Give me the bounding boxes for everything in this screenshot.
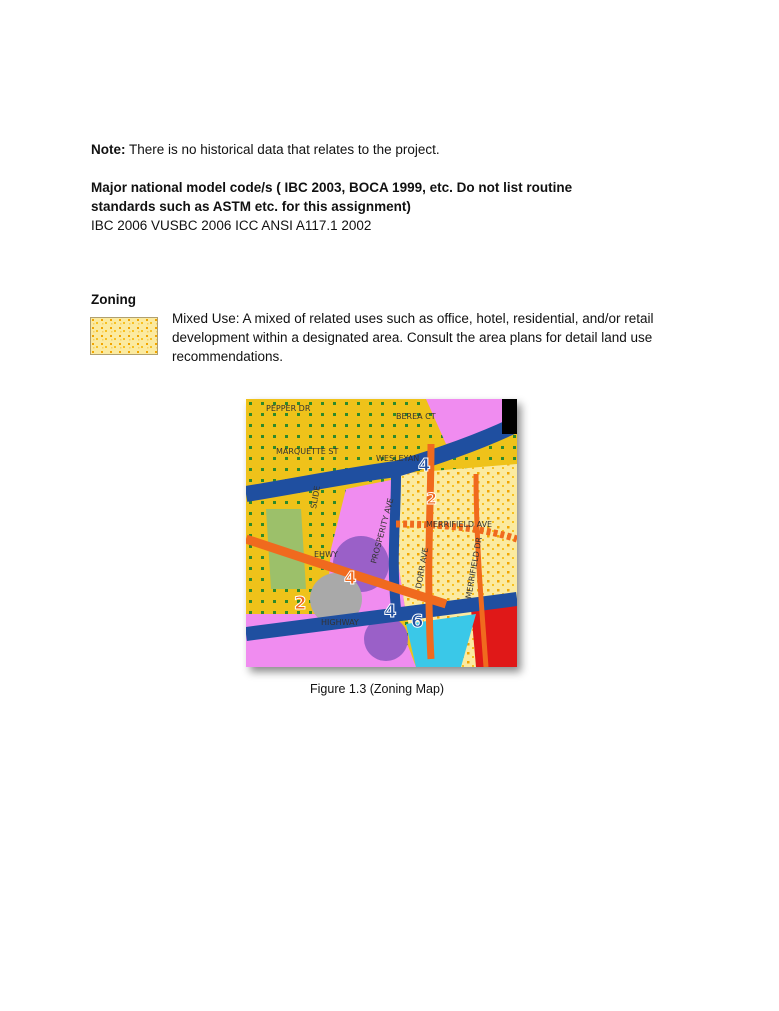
street-label: SLIDE [309,485,322,510]
zoning-map [246,399,517,667]
street-label: MERRIFIELD AVE [426,520,493,529]
map-north-marker [502,399,517,434]
codes-value: IBC 2006 VUSBC 2006 ICC ANSI A117.1 2002 [91,218,372,233]
codes-heading-line2: standards such as ASTM etc. for this assignment) [91,199,411,214]
street-label: HIGHWAY [321,618,359,627]
zoning-map-graphic [246,399,517,667]
route-number: 4 [384,601,397,622]
route-number: 6 [411,611,424,632]
street-label: WESLEYAN [376,454,420,463]
street-label: BEREA CT [396,412,436,421]
note-text: There is no historical data that relates to the project. [125,142,440,157]
route-number: 4 [418,455,431,476]
zoning-heading: Zoning [91,292,136,307]
route-number: 4 [344,568,357,589]
street-label: PEPPER DR [266,404,311,413]
codes-heading-line1: Major national model code/s ( IBC 2003, BOCA 1999, etc. Do not list routine [91,180,573,195]
figure-caption: Figure 1.3 (Zoning Map) [310,682,445,696]
street-label: MARQUETTE ST [276,447,339,456]
mixed-use-legend-swatch [90,317,158,355]
route-number: 2 [294,593,307,614]
zoning-description: Mixed Use: A mixed of related uses such as office, hotel, residential, and/or retail development within a designated area. Consult the area plans for detail land use recommendations. [172,311,654,364]
street-label: EHWY [314,550,338,559]
street-label: DORR AVE [414,546,431,590]
note-label: Note: [91,142,126,157]
street-label: PROSPERITY AVE [369,497,396,565]
route-number: 2 [426,489,438,508]
street-label: MERRIFIELD DR [464,536,484,600]
note-paragraph [91,140,440,159]
